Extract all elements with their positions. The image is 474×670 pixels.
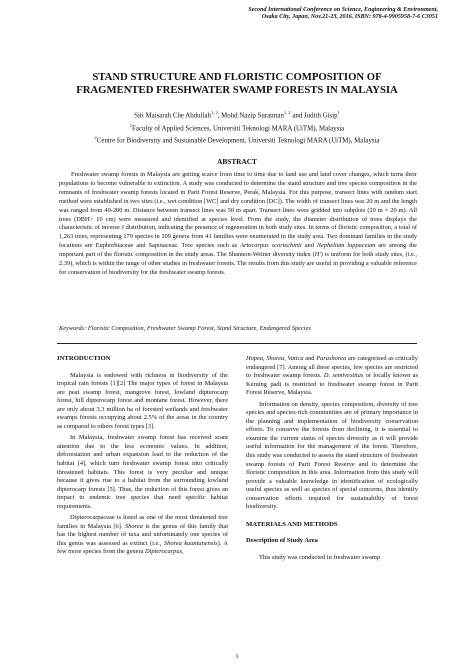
abstract-species-1: Artocarpus scortechinii (240, 242, 302, 250)
affiliation-2 (40, 133, 434, 146)
introduction-heading: INTRODUCTION (57, 355, 111, 362)
conference-line-2: Osaka City, Japan, Nov.21-23, 2016, ISBN: 978-4-9905958-7-6 C3051 (261, 14, 438, 21)
author-3-sup: 1 (337, 110, 340, 115)
affiliation-2-text: Centre for Biodiversity and Sustainable Development, Universiti Teknologi MARA (UiTM), Malaysia (96, 137, 380, 145)
page-number: 1 (235, 653, 239, 660)
intro-paragraph-2: In Malaysia, freshwater swamp forest has received scant attention due to the less economic values. In addition, deforestation and urban expansion lead to the reduction of the habitat [4], which turn freshwater swamp forest into critically threatened habitats. This forest is very peculiar and unique because it gives rise to a habitat from the surrounding lowland dipterocarp forests [5]. Thus, the reduction of this forest gives an impact to endemic tree species that need specific habitat requirements. (57, 434, 228, 510)
intro-paragraph-4: Information on density, species composition, diversity of tree species and species-rich communities are of primary importance in the planning and implementation of biodiversity conservation efforts. To conserve the forests from declining, it is essential to examine the current status of species diversity as it will provide useful information for the management of the forest. Therefore, this study was conducted to assess the stand structure of freshwater swamp forests of Parit Forest Reserve and to determine the floristic composition in this area. Information from this study will provide a valuable knowledge in identification of ecologically useful species as well as species of special concerns, thus identify conservation efforts required for sustainability of forest biodiversity. (246, 400, 418, 511)
p3-species-kuantanensis: Shorea kuantanensis (163, 539, 218, 547)
left-column (57, 355, 228, 557)
p3-part-d: and (303, 355, 317, 362)
title-line-1: STAND STRUCTURE AND FLORISTIC COMPOSITION OF (92, 71, 382, 83)
abstract-part-a: Freshwater swamp forests in Malaysia are getting scarce from time to time due to land use and land cover changes, which turns their populations to become vulnerable to extinction. A study was conducted to determine the stand structure and tree species composition in the remnants of freshwater swamp forests located in Parit Forest Reserve, Perak, Malaysia. For this purpose, transect lines with random start method were established in two sites (i.e., wet condition [WC] and dry condition [DC]). The width of transect lines was 20 m and the length was ranged from 40-200 m. Distance between transect lines was 50 m apart. Transect lines were gridded into subplots (20 m × 20 m). All trees (DBH> 10 cm) were measured and identified at species level. From the study, the diameter distribution of trees displays the characteristic of inverse J distribution, indicating the presence of regeneration in both study sites. In terms of floristic composition, a total of 1,263 trees, representing 179 species in 109 genera from 41 families were enumerated in the study area. Two dominant families in the study locations are Euphorbiaceae and Sapotaceae. Tree species such as (59, 171, 417, 250)
intro-paragraph-3 (57, 514, 228, 557)
p3-part-b: is the genus of this family that has the highest number of taxa and unfortunately one species of this genus was assessed as extinct (i.e., (57, 522, 229, 547)
title-line-2: FRAGMENTED FRESHWATER SWAMP FORESTS IN MALAYSIA (76, 84, 398, 96)
p3-genera-list: Hopea, Shorea, Vatica (246, 355, 304, 362)
author-line (40, 108, 434, 121)
p3-part-e: are categorised as critically endangered [7]. Among all these species, few species are restricted to freshwater swamp forests. (246, 355, 418, 380)
conference-header (138, 7, 438, 22)
methods-heading: MATERIALS AND METHODS (246, 520, 338, 528)
p3-part-c: ). A few more species from the genera (57, 539, 228, 556)
abstract-part-b: and (301, 242, 317, 250)
p3-genus-shorea: Shorea (124, 522, 143, 530)
author-1: Siti Maisarah Che Abdullah (134, 112, 211, 120)
study-area-paragraph: This study was conducted in freshwater swamp (259, 553, 381, 561)
author-2: , Mohd Nazip Suratman (217, 112, 284, 120)
abstract-index-symbol: H' (314, 251, 321, 259)
p3-genus-parashorea: Parashorea (316, 355, 347, 362)
authors-block (40, 108, 434, 146)
abstract-heading: ABSTRACT (217, 157, 257, 166)
abstract-species-2: Nephelium lappaceum (316, 242, 376, 250)
p3-part-a: Dipterocarpaceae is listed as one of the most threatened tree families in Malaysia [6]. (57, 514, 228, 530)
affiliation-1-sup: 1 (129, 122, 133, 128)
affiliation-1-text: Faculty of Applied Sciences, Universiti Teknologi MARA (UiTM), Malaysia (132, 124, 345, 132)
right-column (246, 355, 418, 562)
affiliation-2-sup: 2 (94, 135, 97, 141)
paper-title (40, 71, 434, 97)
p3-species-semivestitus: D. semivestitus (323, 372, 364, 380)
p3-genus-dipterocarpus: Dipterocarpus, (145, 548, 184, 556)
separator-rule (57, 343, 417, 344)
abstract-part-d: ) is uniform for both study sites, (i.e., 2.39), which is within the range of other studies in freshwater forests. The results from this study are useful in providing a valuable reference for conservation of biodiversity for the freshwater swamp forests. (59, 251, 417, 276)
affiliation-1 (40, 121, 434, 134)
intro-paragraph-3-continued (246, 355, 418, 398)
author-1-sup: 1, 2 (210, 110, 218, 115)
abstract-text (59, 171, 417, 278)
author-2-sup: 1, 2 (283, 110, 291, 115)
conference-line-1: Second International Conference on Science, Engineering & Environment, (248, 7, 438, 13)
author-3: and Judith Gisip (290, 112, 338, 120)
p3-part-f: or locally known as Keruing padi is restricted to freshwater swamp forest in Parit Forest Reserve, Malaysia. (246, 372, 418, 397)
study-area-heading: Description of Study Area (246, 537, 318, 545)
intro-paragraph-1: Malaysia is endowed with richness in biodiversity of the tropical rain forests [1][2] The major types of forest in Malaysia are peat swamp forest, mangrove forest, lowland dipterocarp forest, hill dipterocarp forest and montane forest. However, there are only about 3.3 million ha of forested wetlands and freshwater swamps forests occupying about 2.5% of the areas in the country as compared to others forest types [3]. (57, 371, 228, 430)
keywords: Keywords: Floristic Composition, Freshwater Swamp Forest, Stand Structure, Endangered Species (59, 325, 311, 332)
abstract-part-c: are among the important part of the floristic composition in the study areas. The Shannon-Weiner diversity index ( (59, 242, 417, 259)
